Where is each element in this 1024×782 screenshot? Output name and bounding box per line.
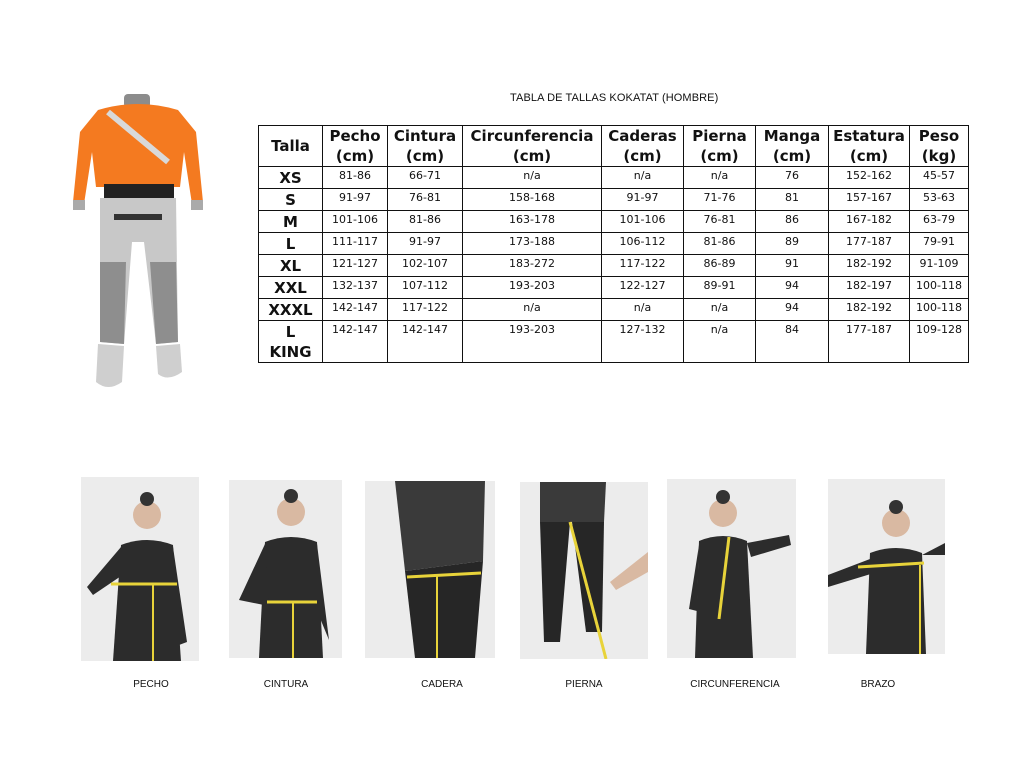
size-table [258, 125, 969, 363]
table-cell: 183-272 [463, 255, 602, 277]
table-cell: 76-81 [388, 189, 463, 211]
column-header: Caderas (cm) [602, 126, 684, 167]
table-cell: n/a [463, 299, 602, 321]
page-title: TABLA DE TALLAS KOKATAT (HOMBRE) [510, 92, 719, 104]
table-cell: 102-107 [388, 255, 463, 277]
column-header: Pierna (cm) [684, 126, 756, 167]
table-cell: 158-168 [463, 189, 602, 211]
column-header: Pecho (cm) [323, 126, 388, 167]
caption-arm: BRAZO [860, 679, 896, 690]
table-cell: 63-79 [910, 211, 969, 233]
table-cell: 84 [756, 321, 829, 363]
table-cell: 66-71 [388, 167, 463, 189]
table-cell: 79-91 [910, 233, 969, 255]
table-cell: 81 [756, 189, 829, 211]
table-cell: 91-109 [910, 255, 969, 277]
table-row [259, 299, 969, 321]
measure-waist-photo [229, 480, 342, 658]
table-cell: 86-89 [684, 255, 756, 277]
table-cell: n/a [602, 299, 684, 321]
caption-chest: PECHO [133, 679, 169, 690]
table-cell: 89 [756, 233, 829, 255]
table-cell: 127-132 [602, 321, 684, 363]
table-cell: 81-86 [684, 233, 756, 255]
size-cell: XS [259, 167, 323, 189]
table-cell: 91-97 [323, 189, 388, 211]
drysuit-image [68, 92, 208, 392]
table-cell: 122-127 [602, 277, 684, 299]
column-header: Estatura (cm) [829, 126, 910, 167]
table-cell: 107-112 [388, 277, 463, 299]
size-cell: L KING [259, 321, 323, 363]
table-cell: 132-137 [323, 277, 388, 299]
table-cell: 100-118 [910, 277, 969, 299]
measure-circumference-photo [667, 479, 796, 658]
table-cell: 109-128 [910, 321, 969, 363]
table-row [259, 167, 969, 189]
table-cell: 177-187 [829, 321, 910, 363]
measure-leg-photo [520, 482, 648, 659]
size-cell: M [259, 211, 323, 233]
table-cell: 142-147 [388, 321, 463, 363]
caption-leg: PIERNA [565, 679, 603, 690]
table-cell: 111-117 [323, 233, 388, 255]
table-cell: 89-91 [684, 277, 756, 299]
column-header: Cintura (cm) [388, 126, 463, 167]
table-cell: 71-76 [684, 189, 756, 211]
table-cell: 91-97 [602, 189, 684, 211]
table-cell: n/a [684, 321, 756, 363]
table-row [259, 321, 969, 363]
caption-circumference: CIRCUNFERENCIA [690, 679, 780, 690]
table-body [259, 167, 969, 363]
table-cell: 152-162 [829, 167, 910, 189]
table-cell: 117-122 [388, 299, 463, 321]
table-cell: 177-187 [829, 233, 910, 255]
table-cell: 142-147 [323, 321, 388, 363]
table-cell: 100-118 [910, 299, 969, 321]
table-cell: 182-192 [829, 299, 910, 321]
table-row [259, 277, 969, 299]
table-cell: 142-147 [323, 299, 388, 321]
table-cell: n/a [602, 167, 684, 189]
caption-hip: CADERA [421, 679, 463, 690]
column-header: Talla [259, 126, 323, 167]
table-cell: 182-192 [829, 255, 910, 277]
table-cell: 173-188 [463, 233, 602, 255]
table-cell: 117-122 [602, 255, 684, 277]
column-header: Peso (kg) [910, 126, 969, 167]
size-cell: XXL [259, 277, 323, 299]
measure-hip-photo [365, 481, 495, 658]
table-cell: 81-86 [323, 167, 388, 189]
table-cell: 106-112 [602, 233, 684, 255]
table-cell: 121-127 [323, 255, 388, 277]
table-cell: 167-182 [829, 211, 910, 233]
table-cell: 163-178 [463, 211, 602, 233]
table-cell: 91 [756, 255, 829, 277]
table-cell: 53-63 [910, 189, 969, 211]
table-row [259, 255, 969, 277]
table-cell: n/a [684, 299, 756, 321]
table-cell: n/a [684, 167, 756, 189]
table-header-row [259, 126, 969, 167]
table-cell: 76-81 [684, 211, 756, 233]
table-cell: 193-203 [463, 277, 602, 299]
size-cell: S [259, 189, 323, 211]
table-cell: 101-106 [602, 211, 684, 233]
table-cell: 81-86 [388, 211, 463, 233]
column-header: Circunferencia (cm) [463, 126, 602, 167]
column-header: Manga (cm) [756, 126, 829, 167]
table-cell: 193-203 [463, 321, 602, 363]
table-cell: 94 [756, 299, 829, 321]
measure-arm-photo [828, 479, 945, 654]
measure-chest-photo [81, 477, 199, 661]
table-cell: 157-167 [829, 189, 910, 211]
caption-waist: CINTURA [263, 679, 309, 690]
table-cell: 101-106 [323, 211, 388, 233]
table-row [259, 211, 969, 233]
table-cell: 91-97 [388, 233, 463, 255]
table-cell: 182-197 [829, 277, 910, 299]
size-cell: XXXL [259, 299, 323, 321]
size-cell: L [259, 233, 323, 255]
table-row [259, 189, 969, 211]
table-cell: 45-57 [910, 167, 969, 189]
table-cell: 94 [756, 277, 829, 299]
table-row [259, 233, 969, 255]
size-cell: XL [259, 255, 323, 277]
table-cell: 86 [756, 211, 829, 233]
table-cell: n/a [463, 167, 602, 189]
table-cell: 76 [756, 167, 829, 189]
